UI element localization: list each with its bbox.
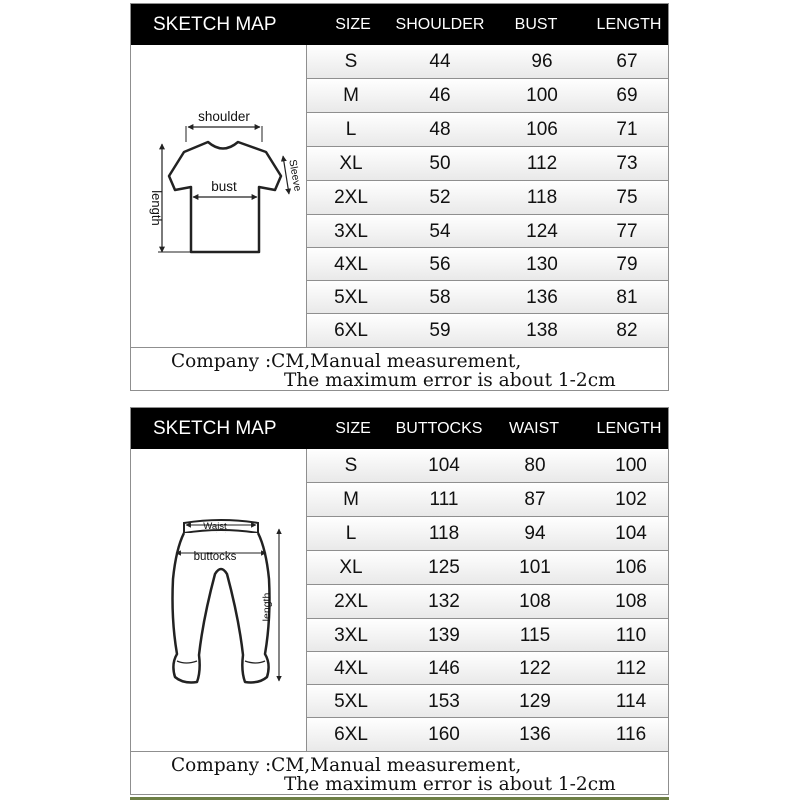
table-row: [307, 45, 668, 79]
waist-cell: 94: [524, 523, 546, 544]
buttocks-cell: 111: [429, 489, 459, 510]
length-cell: 77: [616, 221, 638, 242]
bust-cell: 118: [526, 187, 558, 208]
note-line-2: The maximum error is about 1-2cm: [284, 370, 616, 391]
column-header-size: SIZE: [335, 16, 371, 33]
size-cell: M: [343, 85, 359, 106]
shoulder-cell: 58: [429, 287, 451, 308]
size-cell: 5XL: [334, 691, 368, 712]
length-cell: 108: [615, 591, 647, 612]
shoulder-cell: 50: [429, 153, 451, 174]
bust-cell: 112: [526, 153, 558, 174]
size-cell: M: [343, 489, 359, 510]
waist-label: Waist: [203, 521, 227, 532]
bust-cell: 124: [526, 221, 558, 242]
pants-size-chart: [130, 407, 669, 795]
length-cell: 116: [615, 724, 647, 745]
shoulder-cell: 44: [429, 51, 451, 72]
pants-icon: [131, 449, 307, 751]
shoulder-cell: 54: [429, 221, 451, 242]
length-cell: 69: [616, 85, 638, 106]
length-cell: 79: [616, 254, 638, 275]
table-row: [307, 483, 668, 517]
column-header-length: LENGTH: [596, 16, 662, 33]
buttocks-cell: 118: [428, 523, 460, 544]
buttocks-cell: 153: [428, 691, 460, 712]
buttocks-cell: 132: [428, 591, 460, 612]
waist-cell: 129: [519, 691, 551, 712]
table-row: [307, 79, 668, 113]
size-cell: 6XL: [334, 320, 368, 341]
pants-sketch: [131, 449, 307, 751]
length-cell: 112: [615, 658, 647, 679]
shoulder-cell: 46: [429, 85, 451, 106]
size-cell: S: [344, 51, 358, 72]
table-row: [307, 551, 668, 585]
size-cell: 2XL: [334, 591, 368, 612]
tops-size-table: [307, 45, 668, 347]
length-cell: 75: [616, 187, 638, 208]
buttocks-cell: 125: [428, 557, 460, 578]
bust-cell: 138: [526, 320, 558, 341]
bust-label: bust: [211, 179, 237, 194]
size-cell: L: [345, 523, 357, 544]
table-row: [307, 652, 668, 685]
bust-cell: 100: [526, 85, 558, 106]
length-cell: 110: [615, 625, 647, 646]
sleeve-label: Sleeve: [286, 158, 304, 193]
note-line-1: Company :CM,Manual measurement,: [171, 351, 522, 372]
buttocks-cell: 160: [428, 724, 460, 745]
table-row: [307, 517, 668, 551]
size-cell: L: [345, 119, 357, 140]
length-cell: 106: [615, 557, 647, 578]
length-cell: 67: [616, 51, 638, 72]
shoulder-label: shoulder: [198, 109, 250, 124]
length-cell: 114: [615, 691, 647, 712]
waist-cell: 115: [519, 625, 551, 646]
note-line-1: Company :CM,Manual measurement,: [171, 755, 522, 776]
buttocks-cell: 146: [428, 658, 460, 679]
bust-cell: 96: [531, 51, 553, 72]
length-cell: 100: [615, 455, 647, 476]
size-cell: 4XL: [334, 658, 368, 679]
buttocks-cell: 139: [428, 625, 460, 646]
table-row: [307, 181, 668, 215]
table-row: [307, 215, 668, 248]
sketch-map-heading: SKETCH MAP: [153, 14, 277, 35]
bust-cell: 136: [526, 287, 558, 308]
length-cell: 82: [616, 320, 638, 341]
table-row: [307, 147, 668, 181]
measurement-note: [131, 347, 668, 390]
column-header-length: LENGTH: [596, 420, 662, 437]
shoulder-cell: 59: [429, 320, 451, 341]
pants-header-bar: [131, 408, 668, 449]
column-header-buttocks: BUTTOCKS: [395, 420, 483, 437]
note-line-2: The maximum error is about 1-2cm: [284, 774, 616, 795]
shoulder-cell: 52: [429, 187, 451, 208]
table-row: [307, 248, 668, 281]
bust-cell: 130: [526, 254, 558, 275]
bust-cell: 106: [526, 119, 558, 140]
size-cell: 6XL: [334, 724, 368, 745]
buttocks-label: buttocks: [193, 551, 237, 563]
length-cell: 71: [616, 119, 638, 140]
size-cell: 3XL: [334, 625, 368, 646]
table-row: [307, 113, 668, 147]
length-cell: 102: [615, 489, 647, 510]
waist-cell: 80: [524, 455, 546, 476]
sketch-map-heading: SKETCH MAP: [153, 418, 277, 439]
waist-cell: 122: [519, 658, 551, 679]
size-cell: S: [344, 455, 358, 476]
waist-cell: 87: [524, 489, 546, 510]
tops-header-bar: [131, 4, 668, 45]
column-header-bust: BUST: [514, 16, 558, 33]
measurement-note: [131, 751, 668, 794]
length-label: length: [261, 592, 273, 622]
table-row: [307, 281, 668, 314]
length-cell: 73: [616, 153, 638, 174]
waist-cell: 108: [519, 591, 551, 612]
size-cell: 5XL: [334, 287, 368, 308]
length-cell: 81: [616, 287, 638, 308]
column-header-waist: WAIST: [508, 420, 560, 437]
buttocks-cell: 104: [428, 455, 460, 476]
tshirt-sketch: [131, 45, 307, 347]
shoulder-cell: 48: [429, 119, 451, 140]
column-header-shoulder: SHOULDER: [395, 16, 485, 33]
size-cell: 2XL: [334, 187, 368, 208]
pants-size-table: [307, 449, 668, 751]
waist-cell: 136: [519, 724, 551, 745]
size-cell: XL: [339, 153, 363, 174]
column-header-size: SIZE: [335, 420, 371, 437]
shoulder-cell: 56: [429, 254, 451, 275]
table-row: [307, 718, 668, 751]
table-row: [307, 585, 668, 619]
table-row: [307, 314, 668, 347]
size-cell: XL: [339, 557, 363, 578]
tshirt-icon: [131, 45, 307, 347]
table-row: [307, 619, 668, 652]
size-cell: 4XL: [334, 254, 368, 275]
tops-size-chart: [130, 3, 669, 391]
size-cell: 3XL: [334, 221, 368, 242]
length-cell: 104: [615, 523, 647, 544]
table-row: [307, 449, 668, 483]
waist-cell: 101: [519, 557, 551, 578]
table-row: [307, 685, 668, 718]
length-label: length: [149, 190, 164, 226]
